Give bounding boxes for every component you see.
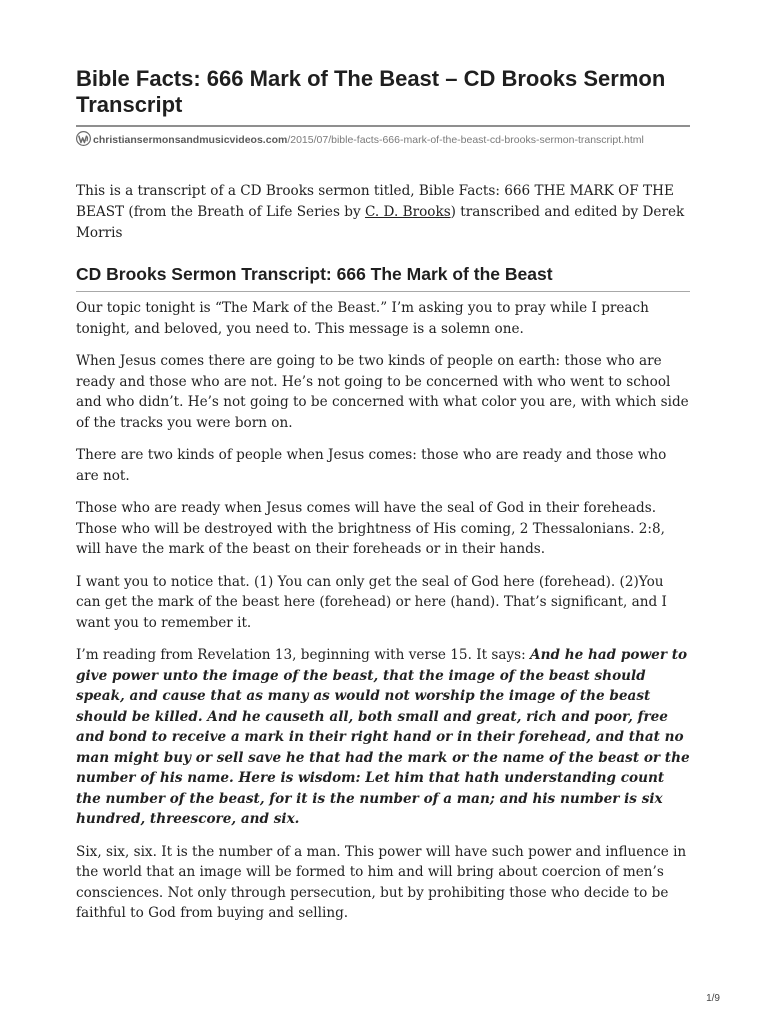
section-divider [76,291,690,292]
author-link[interactable]: C. D. Brooks [364,204,451,220]
paragraph: When Jesus comes there are going to be two kinds of people on earth: those who are ready and those who are not. He’s not going to be concerned with who went to school and who didn’t. He’s not going to be concerned with what color you are, with which side of the tracks you were born on. [76,353,689,431]
title-divider [76,125,690,127]
paragraph: Six, six, six. It is the number of a man. This power will have such power and influence in the world that an image will be formed to him and will bring about coercion of men’s consciences. Not only through persecution, but by prohibiting those who decide to be faithful to God from buying and selling. [76,843,687,921]
article-title: Bible Facts: 666 Mark of The Beast – CD Brooks Sermon Transcript [76,66,666,117]
source-url[interactable] [76,131,690,147]
intro-paragraph [76,181,690,244]
intro-text-before-link: This is a transcript of a CD Brooks sermon titled, Bible Facts: 666 THE MARK OF THE BEAST (from the Breath of Life Series by [76,183,674,220]
source-path[interactable]: /2015/07/bible-facts-666-mark-of-the-beast-cd-brooks-sermon-transcript.html [287,134,644,146]
scripture-lead: I’m reading from Revelation 13, beginning with verse 15. It says: [76,647,531,663]
intro-text-after-link: ) transcribed and edited by Derek Morris [76,204,685,241]
page-number: 1/9 [706,993,720,1004]
section-heading: CD Brooks Sermon Transcript: 666 The Mark of the Beast [76,264,553,284]
scripture-paragraph [76,645,690,830]
wordpress-icon [76,131,91,146]
scripture-quote: And he had power to give power unto the image of the beast, that the image of the beast should speak, and cause that as many as would not worship the image of the beast should be killed. And he causeth all, both small and great, rich and poor, free and bond to receive a mark in their right hand or in their forehead, and that no man might buy or sell save he that had the mark or the name of the beast or the number of his name. Here is wisdom: Let him that hath understanding count the number of the beast, for it is the number of a man; and his number is six hundred, threescore, and six. [76,647,690,827]
transcript-body [76,298,690,936]
paragraph: Our topic tonight is “The Mark of the Beast.” I’m asking you to pray while I preach tonight, and beloved, you need to. This message is a solemn one. [76,300,649,337]
paragraph: I want you to notice that. (1) You can only get the seal of God here (forehead). (2)You can get the mark of the beast here (forehead) or here (hand). That’s significant, and I want you to remember it. [76,573,667,631]
paragraph: Those who are ready when Jesus comes will have the seal of God in their foreheads. Those who will be destroyed with the brightness of His coming, 2 Thessalonians. 2:8, will have the mark of the beast on their foreheads or in their hands. [76,500,665,557]
paragraph: There are two kinds of people when Jesus comes: those who are ready and those who are not. [76,447,667,484]
source-domain[interactable]: christiansermonsandmusicvideos.com [93,134,288,146]
